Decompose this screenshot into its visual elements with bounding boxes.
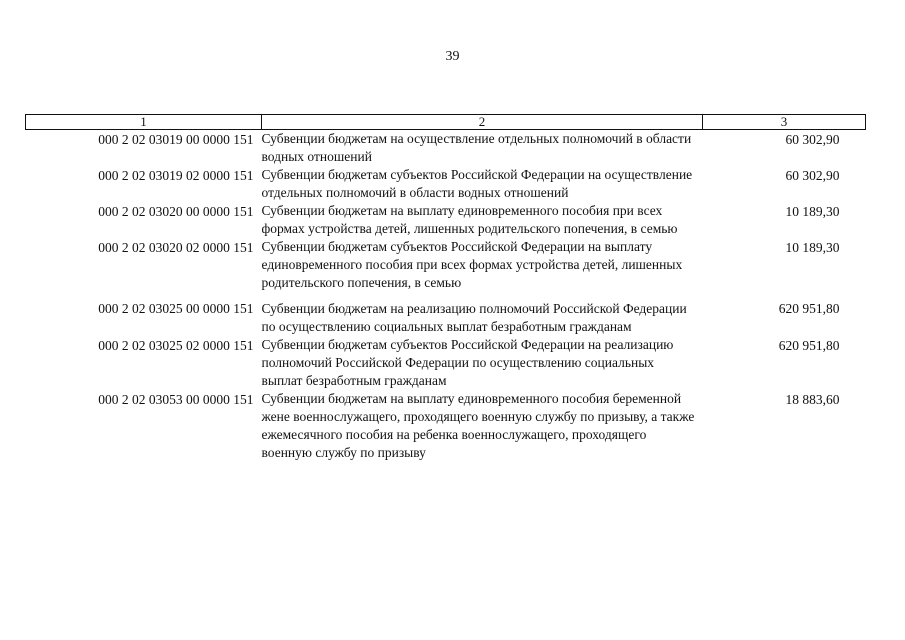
income-description: Субвенции бюджетам субъектов Российской Федерации на выплату единовременного пособия при всех формах устройства детей, лишенных родительского попечения, в семью	[261, 239, 683, 290]
income-code: 000 2 02 03019 00 0000 151	[98, 132, 254, 147]
amount: 18 883,60	[785, 392, 840, 407]
income-code: 000 2 02 03025 00 0000 151	[98, 301, 254, 316]
table-row	[26, 292, 866, 336]
income-description: Субвенции бюджетам на выплату единовременного пособия беременной жене военнослужащего, проходящего военную службу по призыву, а также ежемесячного пособия на ребенка военнослужащего, проходящего военную службу по призыву	[261, 391, 695, 460]
table-row	[26, 130, 866, 167]
table-row	[26, 166, 866, 202]
table-row	[26, 202, 866, 238]
table-row	[26, 390, 866, 462]
income-code: 000 2 02 03019 02 0000 151	[98, 168, 254, 183]
income-code: 000 2 02 03020 02 0000 151	[98, 240, 254, 255]
income-description: Субвенции бюджетам на осуществление отдельных полномочий в области водных отношений	[261, 131, 692, 164]
amount: 620 951,80	[778, 301, 840, 316]
income-description: Субвенции бюджетам на реализацию полномочий Российской Федерации по осуществлению социальных выплат безработным гражданам	[261, 301, 687, 334]
column-header-3: 3	[703, 115, 866, 130]
amount: 60 302,90	[785, 132, 840, 147]
amount: 10 189,30	[785, 240, 840, 255]
income-description: Субвенции бюджетам субъектов Российской Федерации на осуществление отдельных полномочий в области водных отношений	[261, 167, 693, 200]
amount: 10 189,30	[785, 204, 840, 219]
column-header-1: 1	[26, 115, 262, 130]
table-header	[26, 115, 866, 130]
income-code: 000 2 02 03020 00 0000 151	[98, 204, 254, 219]
income-description: Субвенции бюджетам на выплату единовременного пособия при всех формах устройства детей, лишенных родительского попечения, в семью	[261, 203, 678, 236]
income-code: 000 2 02 03053 00 0000 151	[98, 392, 254, 407]
page-number: 39	[445, 49, 460, 64]
column-header-2: 2	[262, 115, 703, 130]
table-row	[26, 336, 866, 390]
amount: 60 302,90	[785, 168, 840, 183]
income-description: Субвенции бюджетам субъектов Российской Федерации на реализацию полномочий Российской Федерации по осуществлению социальных выплат безработным гражданам	[261, 337, 674, 388]
budget-table	[25, 114, 866, 462]
amount: 620 951,80	[778, 338, 840, 353]
table-row	[26, 238, 866, 292]
income-code: 000 2 02 03025 02 0000 151	[98, 338, 254, 353]
